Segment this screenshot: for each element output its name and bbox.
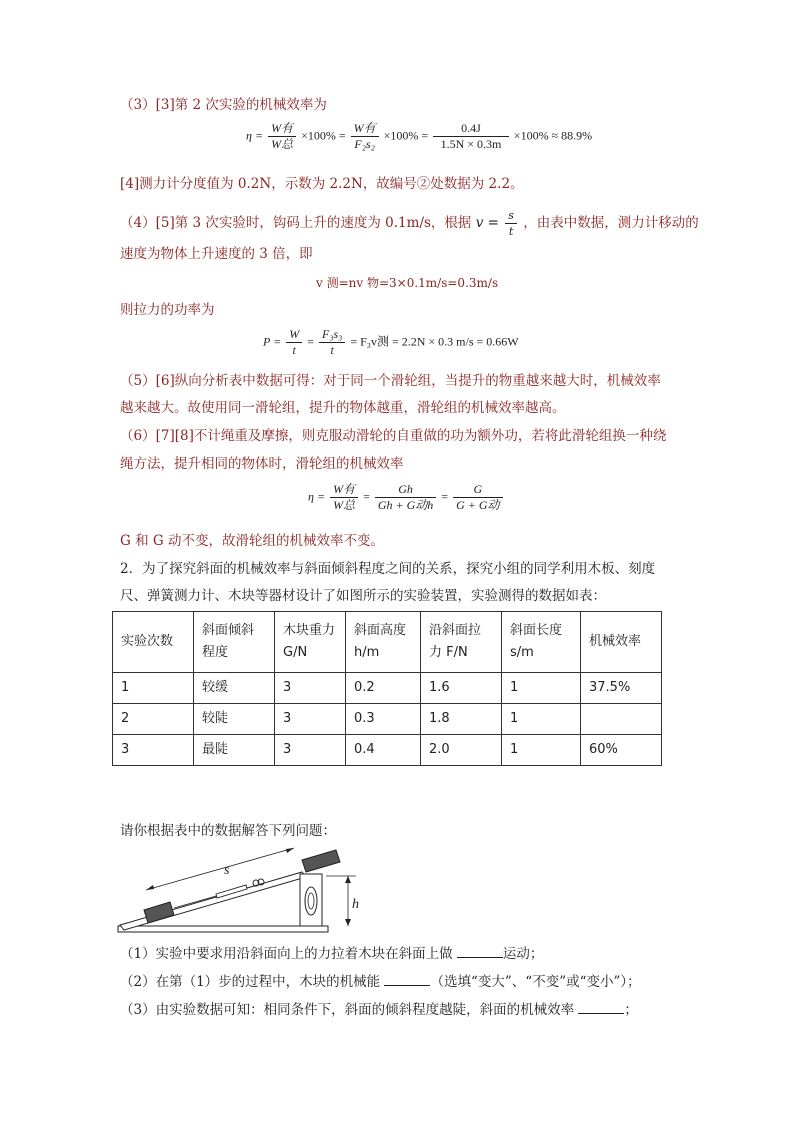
efficiency-formula-2 <box>308 482 505 513</box>
header-trial: 实验次数 <box>121 634 174 649</box>
table-cell: 1.6 <box>421 673 502 704</box>
table-cell: 2.0 <box>421 735 502 766</box>
wooden-block <box>144 902 174 923</box>
header-length-2: s/m <box>510 645 534 660</box>
power-formula <box>263 327 519 358</box>
header-weight-1: 木块重力 <box>283 623 336 638</box>
equals-sign-2: = <box>363 489 370 504</box>
q2-prompt: 请你根据表中的数据解答下列问题： <box>120 823 336 839</box>
numerator-f3s3: F₃s₃ <box>319 327 345 343</box>
h-arrow-top <box>345 876 351 883</box>
power-symbol: P = <box>263 334 282 349</box>
s-label: s <box>224 863 230 878</box>
table-row <box>113 704 662 735</box>
header-force-2: 力 F/N <box>429 645 468 660</box>
v-formula-label: v = <box>475 215 499 231</box>
fraction-w-ratio-2 <box>330 482 358 513</box>
numerator-gh: Gh <box>375 482 436 498</box>
result-889: ×100% ≈ 88.9% <box>513 128 593 143</box>
header-cell <box>346 612 421 673</box>
p4-line1-b: ，由表中数据，测力计移动的 <box>523 215 699 231</box>
sub1-text: （1）实验中要求用沿斜面向上的力拉着木块在斜面上做 <box>120 946 457 962</box>
s-arrow-right <box>286 848 294 853</box>
p4-line1-a: （4）[5]第 3 次实验时，钩码上升的速度为 0.1m/s，根据 <box>120 215 472 231</box>
header-cell <box>581 612 662 673</box>
table-row <box>113 735 662 766</box>
numerator-w: W <box>286 327 302 343</box>
numerator-g: G <box>453 482 502 498</box>
header-cell <box>275 612 346 673</box>
table-cell: 1 <box>502 735 581 766</box>
answer-blank-2[interactable] <box>384 973 430 986</box>
support-block <box>300 874 322 926</box>
fraction-w-over-fs <box>351 121 379 152</box>
incline-data-table <box>112 611 662 766</box>
q2-sub2 <box>120 973 641 991</box>
eta-symbol-2: η = <box>308 489 326 504</box>
table-cell: 3 <box>275 704 346 735</box>
header-slope-1: 斜面倾斜 <box>202 623 255 638</box>
fraction-g <box>453 482 502 513</box>
sub3-text: （3）由实验数据可知：相同条件下，斜面的倾斜程度越陡，斜面的机械效率 <box>120 1002 579 1018</box>
header-length-1: 斜面长度 <box>510 623 563 638</box>
numerator-s: s <box>505 208 517 224</box>
numerator-w-you-3: W有 <box>330 482 358 498</box>
table-cell: 0.4 <box>346 735 421 766</box>
fraction-numeric <box>433 121 509 152</box>
equals-sign: = <box>307 334 314 349</box>
header-cell <box>502 612 581 673</box>
denominator-t-3: t <box>330 343 334 357</box>
table-cell: 2 <box>113 704 194 735</box>
fraction-w-ratio <box>268 121 296 152</box>
sub1-text-end: 运动； <box>502 946 544 962</box>
header-height-1: 斜面高度 <box>354 623 407 638</box>
q2-sub1 <box>120 945 543 963</box>
p3-line4: [4]测力计分度值为 0.2N，示数为 2.2N，故编号②处数据为 2.2。 <box>120 176 524 192</box>
p4-line2: 速度为物体上升速度的 3 倍，即 <box>120 246 313 262</box>
denominator-g-plus: G + G动 <box>456 498 500 512</box>
velocity-formula: v 测=nv 物=3×0.1m/s=0.3m/s <box>316 276 499 290</box>
table-cell: 1.8 <box>421 704 502 735</box>
table-cell: 1 <box>502 673 581 704</box>
header-efficiency: 机械效率 <box>589 634 642 649</box>
fraction-f3s3-over-t <box>319 327 345 358</box>
table-cell: 3 <box>113 735 194 766</box>
header-force-1: 沿斜面拉 <box>429 623 482 638</box>
p5-line1: （5）[6]纵向分析表中数据可得：对于同一个滑轮组，当提升的物重越来越大时，机械效率 <box>120 373 661 389</box>
header-slope-2: 程度 <box>202 645 229 660</box>
table-cell: 37.5% <box>581 673 662 704</box>
answer-blank-1[interactable] <box>457 945 503 958</box>
header-cell <box>113 612 194 673</box>
top-block <box>302 850 340 872</box>
incline-diagram <box>116 846 366 938</box>
denominator-gh-plus: Gh + G动h <box>377 498 434 512</box>
table-cell: 1 <box>113 673 194 704</box>
denominator-f2s2: F₂s₂ <box>354 137 375 151</box>
p3-intro: （3）[3]第 2 次实验的机械效率为 <box>120 97 327 113</box>
power-result: = F₃v测 = 2.2N × 0.3 m/s = 0.66W <box>350 334 519 349</box>
denominator-15n-03m: 1.5N × 0.3m <box>440 137 502 151</box>
fraction-w-over-t <box>286 327 302 358</box>
table-cell: 60% <box>581 735 662 766</box>
denominator-w-zong-2: W总 <box>333 498 356 512</box>
sub2-text: （2）在第（1）步的过程中，木块的机械能 <box>120 974 385 990</box>
table-cell: 0.2 <box>346 673 421 704</box>
header-height-2: h/m <box>354 645 380 660</box>
table-cell: 0.3 <box>346 704 421 735</box>
denominator-t-2: t <box>292 343 296 357</box>
p6-line2: 绳方法，提升相同的物体时，滑轮组的机械效率 <box>120 456 404 472</box>
p5-line2: 越来越大。故使用同一滑轮组，提升的物体越重，滑轮组的机械效率越高。 <box>120 400 566 416</box>
efficiency-formula-1 <box>246 121 592 152</box>
sub3-text-end: ； <box>624 1002 638 1018</box>
eta-symbol: η = <box>246 128 264 143</box>
numerator-w-you: W有 <box>268 121 296 137</box>
header-weight-2: G/N <box>283 645 308 660</box>
q2-line1: 2．为了探究斜面的机械效率与斜面倾斜程度之间的关系，探究小组的同学利用木板、刻度 <box>120 561 656 577</box>
fraction-gh <box>375 482 436 513</box>
equals-sign-3: = <box>441 489 449 504</box>
table-cell: 3 <box>275 735 346 766</box>
s-arrow-left <box>146 885 154 890</box>
denominator-w-zong: W总 <box>271 137 294 151</box>
header-cell <box>421 612 502 673</box>
h-label: h <box>352 897 359 912</box>
table-cell: 较缓 <box>194 673 275 704</box>
p4-line1 <box>120 208 699 239</box>
table-header-row <box>113 612 662 673</box>
q2-line2: 尺、弹簧测力计、木块等器材设计了如图所示的实验装置，实验测得的数据如表： <box>120 588 606 604</box>
table-cell: 较陡 <box>194 704 275 735</box>
fraction-s-over-t <box>505 208 517 239</box>
times-100-2: ×100% = <box>383 128 429 143</box>
base-board <box>118 926 328 932</box>
numerator-w-you-2: W有 <box>351 121 379 137</box>
table-cell: 1 <box>502 704 581 735</box>
p6-line3: G 和 G 动不变，故滑轮组的机械效率不变。 <box>120 533 384 549</box>
header-cell <box>194 612 275 673</box>
table-cell <box>581 704 662 735</box>
h-arrow-bottom <box>345 919 351 926</box>
p4-line3: 则拉力的功率为 <box>120 302 215 318</box>
table-row <box>113 673 662 704</box>
q2-sub3 <box>120 1001 638 1019</box>
table-cell: 最陡 <box>194 735 275 766</box>
numerator-04j: 0.4J <box>433 121 509 137</box>
table-cell: 3 <box>275 673 346 704</box>
answer-blank-3[interactable] <box>578 1001 624 1014</box>
p6-line1: （6）[7][8]不计绳重及摩擦，则克服动滑轮的自重做的功为额外功，若将此滑轮组换一种绕 <box>120 428 667 444</box>
times-100-1: ×100% = <box>301 128 346 143</box>
denominator-t: t <box>508 225 514 238</box>
sub2-text-end: （选填“变大”、“不变”或“变小”）； <box>430 974 641 990</box>
